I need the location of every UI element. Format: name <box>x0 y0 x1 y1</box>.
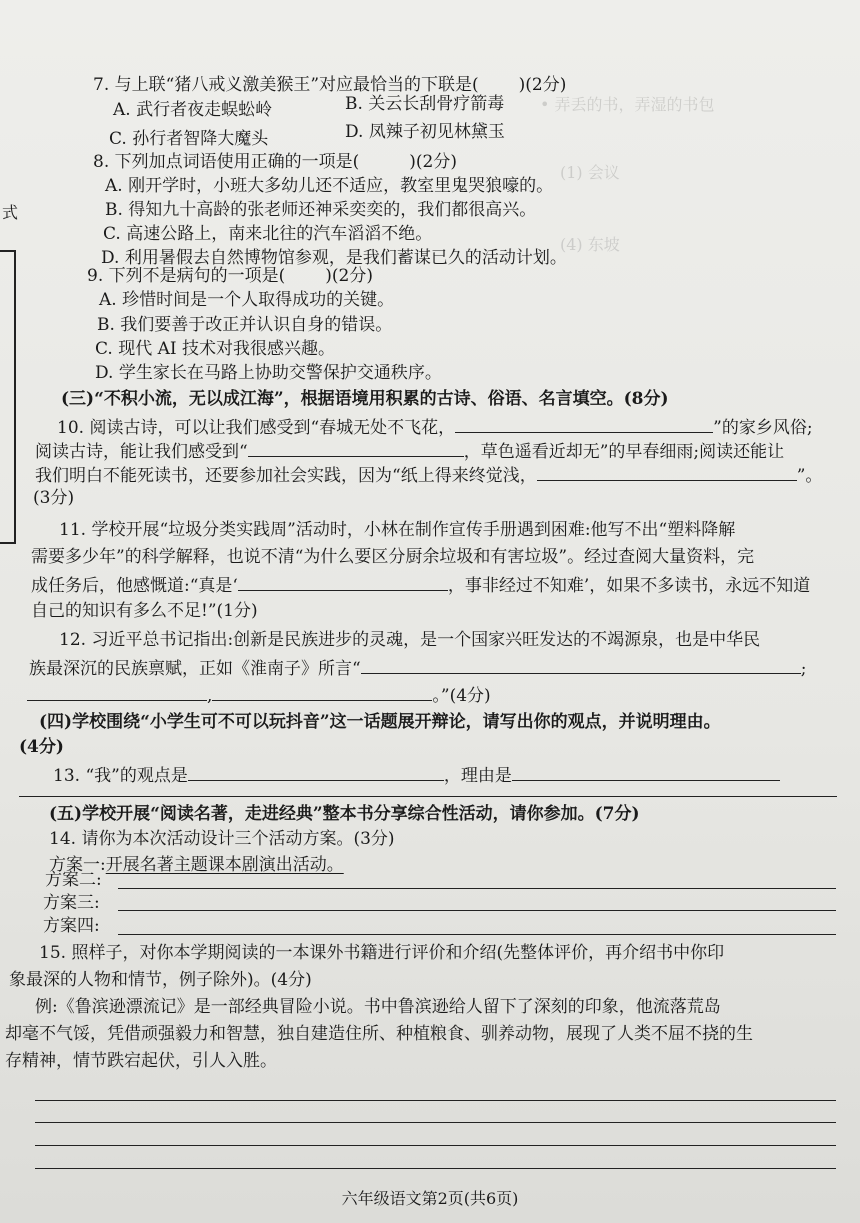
q14-plan-4-label: 方案四: <box>43 916 100 936</box>
q13-reason-blank[interactable] <box>512 762 780 781</box>
q14-plan-3-line[interactable] <box>118 910 836 911</box>
q10-text: ”的家乡风俗; <box>713 418 813 438</box>
q8-score: )(2分) <box>409 152 457 172</box>
q7-option-d[interactable]: D. 凤辣子初见林黛玉 <box>345 122 505 142</box>
q9-option-d[interactable]: D. 学生家长在马路上协助交警保护交通秩序。 <box>95 363 442 383</box>
q12-line-2 <box>29 655 806 681</box>
section-3-heading: (三)“不积小流，无以成江海”，根据语境用积累的古诗、俗语、名言填空。(8分) <box>61 389 669 409</box>
q7-option-c[interactable]: C. 孙行者智降大魔头 <box>109 129 269 149</box>
q11-blank[interactable] <box>238 572 448 591</box>
bleed-through: (1) 会议 <box>560 163 620 182</box>
q14-stem: 14. 请你为本次活动设计三个活动方案。(3分) <box>49 829 395 849</box>
q14-plan-2-line[interactable] <box>118 888 836 889</box>
page-footer: 六年级语文第2页(共6页) <box>341 1189 519 1208</box>
bleed-through: • 弄丢的书，弄湿的书包 <box>540 95 715 114</box>
bleed-through: (4) 东坡 <box>560 235 620 254</box>
q9-stem <box>87 264 373 288</box>
q9-stem-text: 9. 下列不是病句的一项是( <box>87 266 286 286</box>
q12-text: 。”(4分) <box>432 686 491 706</box>
q13-text: ，理由是 <box>443 766 512 786</box>
q15-answer-line-2[interactable] <box>35 1122 836 1123</box>
q8-stem <box>93 150 457 174</box>
q10-blank-1[interactable] <box>455 414 713 433</box>
q11-line-3 <box>31 572 810 598</box>
q10-blank-2[interactable] <box>248 438 464 457</box>
q10-line-1 <box>57 414 813 440</box>
q15-example-2: 却毫不气馁，凭借顽强毅力和智慧，独自建造住所、种植粮食、驯养动物，展现了人类不屈不挠的生 <box>5 1024 753 1044</box>
q12-text: ; <box>800 659 807 679</box>
q9-option-c[interactable]: C. 现代 AI 技术对我很感兴趣。 <box>95 339 336 359</box>
section-4-score: (4分) <box>19 737 64 757</box>
q10-text: ”。 <box>796 466 823 486</box>
q14-plan-label: 方案一: <box>49 855 106 875</box>
q7-option-b[interactable]: B. 关云长刮骨疗箭毒 <box>345 94 505 114</box>
q11-line-4: 自己的知识有多么不足!”(1分) <box>31 601 258 621</box>
q14-plan-4-line[interactable] <box>118 934 836 935</box>
q11-text: 成任务后，他感慨道:“真是‘ <box>31 576 238 596</box>
section-4-heading: (四)学校围绕“小学生可不可以玩抖音”这一话题展开辩论，请写出你的观点，并说明理由。 <box>39 712 721 732</box>
q10-text: 10. 阅读古诗，可以让我们感受到“春城无处不飞花， <box>57 418 456 438</box>
q9-option-b[interactable]: B. 我们要善于改正并认识自身的错误。 <box>97 315 393 335</box>
q11-text: ，事非经过不知难’，如果不多读书，永远不知道 <box>447 576 811 596</box>
q10-line-3 <box>35 462 822 488</box>
side-margin-box <box>0 250 16 544</box>
q15-answer-line-3[interactable] <box>35 1145 836 1146</box>
q10-blank-3[interactable] <box>537 462 797 481</box>
q9-option-a[interactable]: A. 珍惜时间是一个人取得成功的关键。 <box>99 290 395 310</box>
side-margin-mark: 式 <box>2 203 19 222</box>
q10-score: (3分) <box>33 488 75 508</box>
q9-score: )(2分) <box>325 266 373 286</box>
q7-score: )(2分) <box>518 75 567 95</box>
q13-line <box>53 762 780 788</box>
q15-answer-line-4[interactable] <box>35 1168 836 1169</box>
q14-plan-2-label: 方案二: <box>45 870 102 890</box>
q12-line-1: 12. 习近平总书记指出:创新是民族进步的灵魂，是一个国家兴旺发达的不竭源泉，也是中华民 <box>59 630 761 650</box>
q12-text: , <box>207 686 213 706</box>
q11-line-2: 需要多少年”的科学解释，也说不清“为什么要区分厨余垃圾和有害垃圾”。经过查阅大量资料，完 <box>31 547 755 567</box>
q14-plan-3-label: 方案三: <box>43 893 100 913</box>
q15-example-1: 例:《鲁滨逊漂流记》是一部经典冒险小说。书中鲁滨逊给人留下了深刻的印象，他流落荒岛 <box>35 997 721 1017</box>
section-5-heading: (五)学校开展“阅读名著，走进经典”整本书分享综合性活动，请你参加。(7分) <box>49 804 640 824</box>
q12-blank-2[interactable] <box>27 682 207 701</box>
q14-plan-1-answer: 开展名著主题课本剧演出活动。 <box>105 855 344 875</box>
q7-option-a[interactable]: A. 武行者夜走蜈蚣岭 <box>113 100 273 120</box>
q15-example-3: 存精神，情节跌宕起伏，引人入胜。 <box>5 1051 277 1071</box>
q15-line-2: 象最深的人物和情节，例子除外)。(4分) <box>9 970 312 990</box>
q8-option-b[interactable]: B. 得知九十高龄的张老师还神采奕奕的，我们都很高兴。 <box>105 200 537 220</box>
q13-answer-line[interactable] <box>19 796 837 797</box>
q12-line-3 <box>27 682 491 708</box>
q11-line-1: 11. 学校开展“垃圾分类实践周”活动时，小林在制作宣传手册遇到困难:他写不出“塑料降解 <box>59 520 736 540</box>
q12-text: 族最深沉的民族禀赋，正如《淮南子》所言“ <box>29 659 361 679</box>
q12-blank-1[interactable] <box>361 655 801 674</box>
q13-text: 13. “我”的观点是 <box>53 766 188 786</box>
q10-text: 我们明白不能死读书，还要参加社会实践，因为“纸上得来终觉浅， <box>35 466 537 486</box>
q8-stem-text: 8. 下列加点词语使用正确的一项是( <box>93 152 360 172</box>
q15-line-1: 15. 照样子，对你本学期阅读的一本课外书籍进行评价和介绍(先整体评价，再介绍书中你印 <box>39 943 725 963</box>
q10-line-2 <box>35 438 784 464</box>
q8-option-c[interactable]: C. 高速公路上，南来北往的汽车滔滔不绝。 <box>103 224 433 244</box>
q8-option-a[interactable]: A. 刚开学时，小班大多幼儿还不适应，教室里鬼哭狼嚎的。 <box>105 176 554 196</box>
q13-opinion-blank[interactable] <box>188 762 444 781</box>
q12-blank-3[interactable] <box>212 682 432 701</box>
q10-text: 阅读古诗，能让我们感受到“ <box>35 442 248 462</box>
q8-option-d[interactable]: D. 利用暑假去自然博物馆参观，是我们蓄谋已久的活动计划。 <box>101 248 567 268</box>
q15-answer-line-1[interactable] <box>35 1100 836 1101</box>
q10-text: ，草色遥看近却无”的早春细雨;阅读还能让 <box>463 442 785 462</box>
q7-stem-text: 7. 与上联“猪八戒义激美猴王”对应最恰当的下联是( <box>93 75 479 95</box>
